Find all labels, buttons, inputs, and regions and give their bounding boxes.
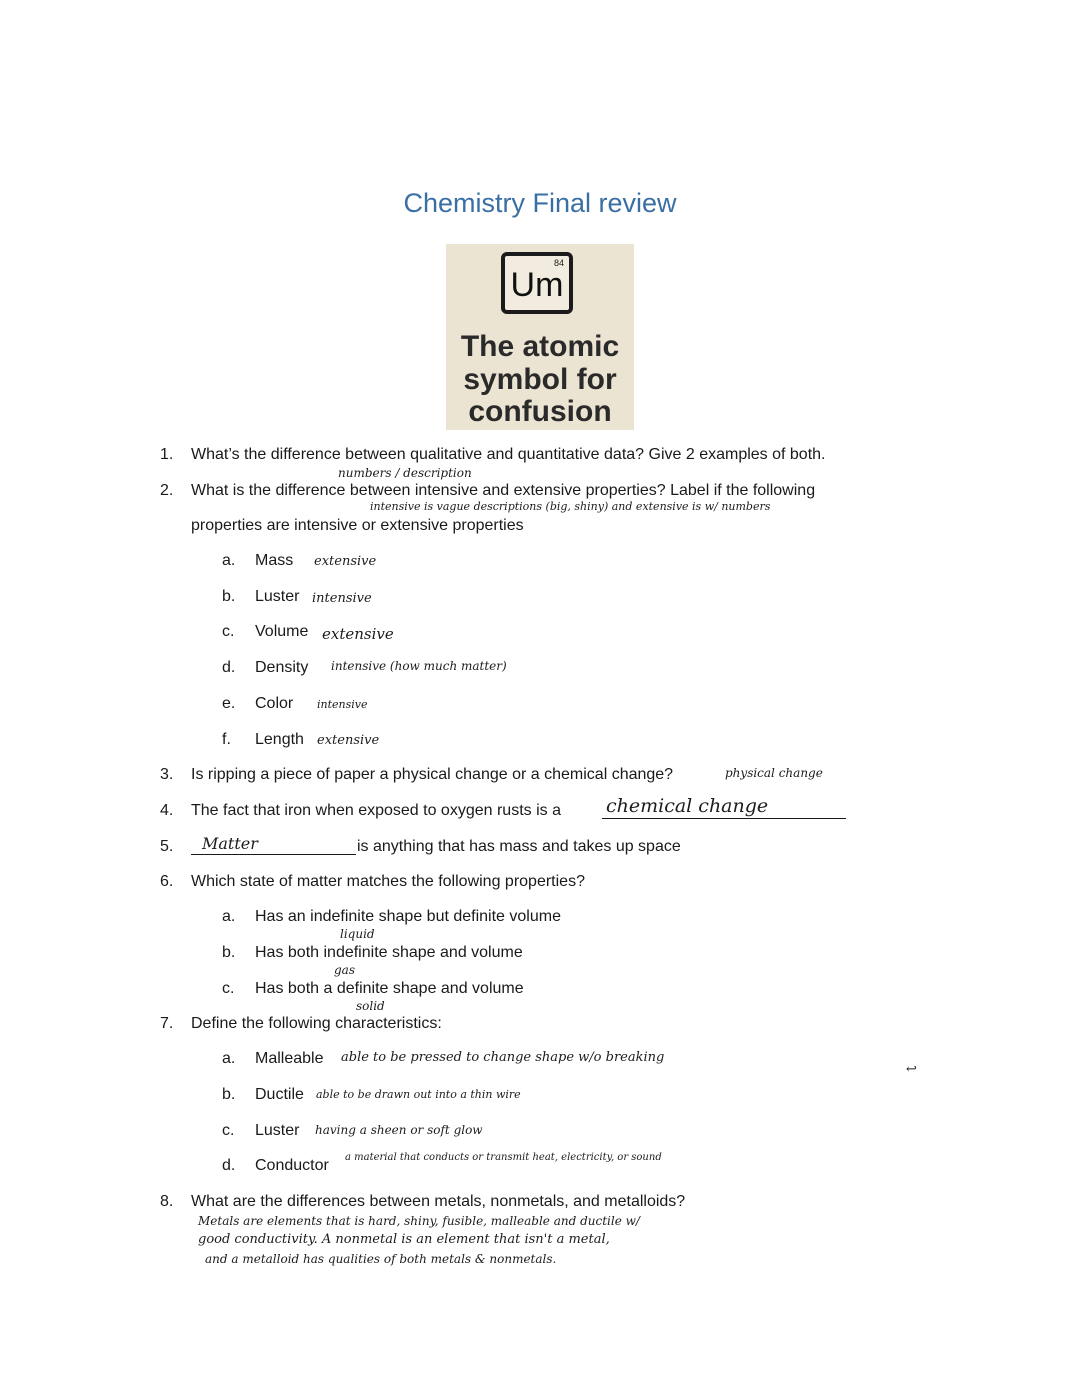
item-answer: intensive: [312, 591, 372, 606]
question-number: 6.: [160, 873, 174, 890]
item-letter: c.: [222, 623, 235, 640]
item-letter: c.: [222, 980, 235, 997]
item-answer: extensive: [314, 554, 377, 569]
item-label: Ductile: [255, 1086, 304, 1103]
item-letter: b.: [222, 1086, 236, 1103]
question-1-text: What’s the difference between qualitative and quantitative data? Give 2 examples of both.: [191, 446, 826, 463]
item-label: Volume: [255, 623, 309, 640]
question-2-text-continued: properties are intensive or extensive properties: [191, 517, 524, 534]
question-number: 8.: [160, 1193, 174, 1210]
question-3-answer: physical change: [725, 766, 823, 780]
answer-blank: [191, 854, 356, 855]
item-answer: intensive: [317, 698, 368, 711]
logo-line-1: The atomic: [460, 330, 620, 363]
item-answer: extensive: [317, 733, 380, 748]
logo-line-2: symbol for: [463, 363, 617, 396]
question-5-answer: Matter: [202, 834, 258, 853]
item-letter: a.: [222, 1050, 236, 1067]
item-label: Has both indefinite shape and volume: [255, 944, 523, 961]
item-answer: able to be drawn out into a thin wire: [316, 1088, 521, 1101]
item-letter: f.: [222, 731, 231, 748]
question-1-answer: numbers / description: [338, 466, 472, 480]
item-label: Color: [255, 695, 294, 712]
item-answer: a material that conducts or transmit heat, electricity, or sound: [345, 1152, 662, 1163]
item-answer: solid: [356, 999, 385, 1013]
question-2-answer: intensive is vague descriptions (big, shiny) and extensive is w/ numbers: [370, 500, 771, 513]
question-2-text: What is the difference between intensive and extensive properties? Label if the following: [191, 482, 816, 499]
question-8-answer-line: good conductivity. A nonmetal is an element that isn't a metal,: [198, 1232, 610, 1247]
item-answer: able to be pressed to change shape w/o breaking: [341, 1050, 665, 1065]
item-label: Length: [255, 731, 304, 748]
item-label: Luster: [255, 1122, 300, 1139]
item-letter: b.: [222, 588, 236, 605]
question-number: 3.: [160, 766, 174, 783]
stray-pen-mark: ↩: [906, 1062, 917, 1077]
item-label: Conductor: [255, 1157, 329, 1174]
question-3-text: Is ripping a piece of paper a physical change or a chemical change?: [191, 766, 674, 783]
question-number: 4.: [160, 802, 174, 819]
item-answer: extensive: [322, 625, 394, 643]
item-answer: gas: [334, 963, 355, 977]
question-8-text: What are the differences between metals, nonmetals, and metalloids?: [191, 1193, 686, 1210]
element-tile: [501, 252, 573, 314]
item-letter: e.: [222, 695, 236, 712]
confusion-element-logo: [446, 244, 634, 430]
question-number: 2.: [160, 482, 174, 499]
question-number: 1.: [160, 446, 174, 463]
question-8-answer-line: and a metalloid has qualities of both metals & nonmetals.: [205, 1252, 557, 1266]
logo-line-3: confusion: [468, 395, 612, 428]
page-title: Chemistry Final review: [403, 188, 677, 218]
element-symbol: Um: [510, 266, 564, 304]
item-letter: d.: [222, 1157, 236, 1174]
item-label: Mass: [255, 552, 294, 569]
question-4-answer: chemical change: [606, 795, 769, 817]
question-5-text: is anything that has mass and takes up space: [357, 838, 681, 855]
question-7-text: Define the following characteristics:: [191, 1015, 442, 1032]
item-letter: c.: [222, 1122, 235, 1139]
item-letter: d.: [222, 659, 236, 676]
atomic-number: 84: [553, 258, 564, 268]
question-4-text: The fact that iron when exposed to oxygen rusts is a: [191, 802, 561, 819]
question-6-text: Which state of matter matches the following properties?: [191, 873, 585, 890]
answer-blank: [602, 818, 846, 819]
item-answer: liquid: [340, 927, 375, 941]
item-label: Luster: [255, 588, 300, 605]
item-label: Has both a definite shape and volume: [255, 980, 524, 997]
item-letter: a.: [222, 552, 236, 569]
item-label: Malleable: [255, 1050, 324, 1067]
item-label: Density: [255, 659, 309, 676]
item-label: Has an indefinite shape but definite volume: [255, 908, 561, 925]
question-number: 5.: [160, 838, 174, 855]
question-number: 7.: [160, 1015, 174, 1032]
question-8-answer-line: Metals are elements that is hard, shiny, fusible, malleable and ductile w/: [198, 1214, 640, 1228]
item-letter: a.: [222, 908, 236, 925]
item-answer: intensive (how much matter): [331, 659, 507, 673]
item-letter: b.: [222, 944, 236, 961]
item-answer: having a sheen or soft glow: [315, 1123, 483, 1137]
